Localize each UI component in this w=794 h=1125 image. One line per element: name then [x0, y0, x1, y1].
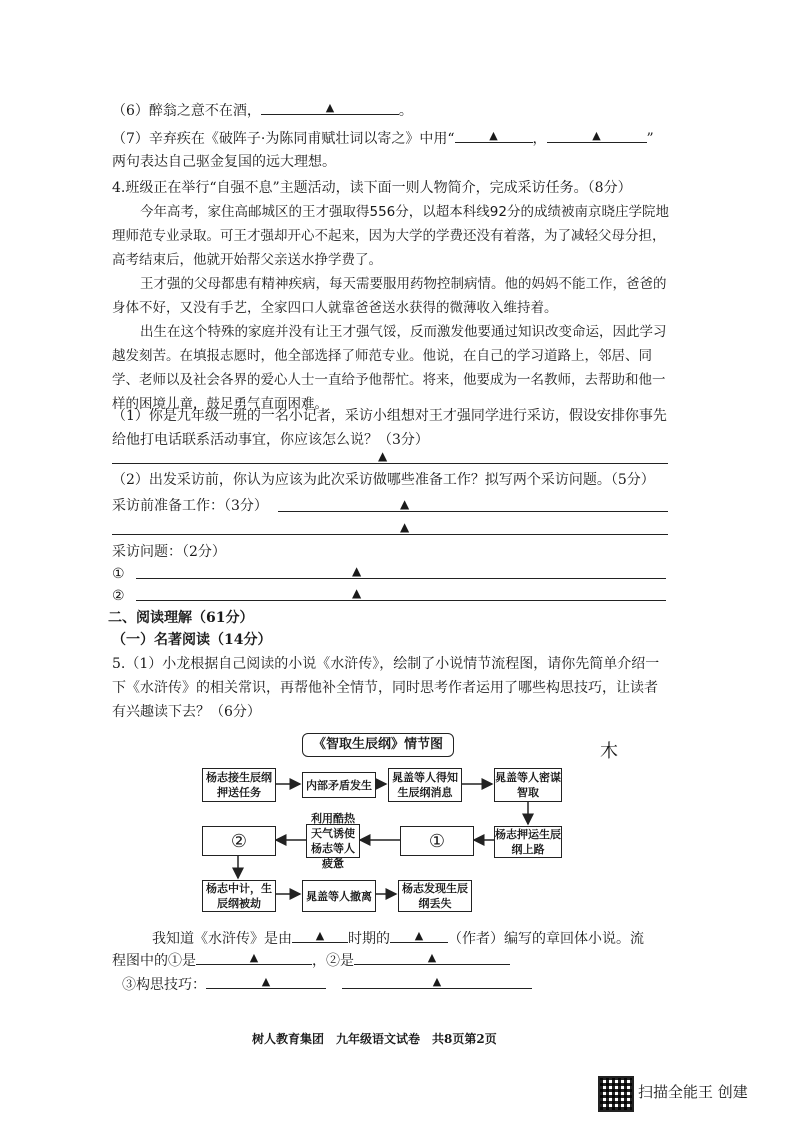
triangle-mark: ▲: [592, 129, 601, 142]
triangle-mark: ▲: [249, 951, 259, 964]
triangle-mark: ▲: [400, 497, 410, 511]
flow-box: 晁盖等人密谋智取: [494, 768, 562, 802]
triangle-mark: ▲: [400, 520, 410, 534]
q7-close: ”: [646, 131, 654, 147]
q6-text: （6）醉翁之意不在酒，: [112, 103, 261, 119]
circle-2: ②: [112, 588, 125, 604]
subsection-title: （一）名著阅读（14分）: [112, 632, 272, 648]
flow-box: 杨志押运生辰纲上路: [495, 828, 561, 856]
passage-p3: 出生在这个特殊的家庭并没有让王才强气馁，反而激发他要通过知识改变命运，因此学习越发刻苦。在填报志愿时，他全部选择了师范专业。他说，在自己的学习道路上，邻居、同学、老师以及社会各界的爱心人士一直给予他帮忙。将来，他要成为一名教师，去帮助和他一样的困境儿童，鼓足勇气直面困难。: [112, 324, 667, 412]
flow-box-blank-2[interactable]: ②: [202, 826, 276, 856]
triangle-mark: ▲: [261, 975, 271, 988]
triangle-mark: ▲: [352, 564, 362, 578]
prep-label: 采访前准备工作：（3分）: [112, 498, 268, 514]
page-footer: 树人教育集团 九年级语文试卷 共8页第2页: [252, 1032, 497, 1046]
know-c: （作者）编写的章回体小说。流: [448, 931, 644, 947]
flow-answer-line: [112, 950, 510, 971]
answer-blank[interactable]: [354, 950, 510, 965]
q4-title: 4.班级正在举行“自强不息”主题活动，读下面一则人物简介，完成采访任务。（8分）: [112, 180, 632, 196]
q5: 5.（1）小龙根据自己阅读的小说《水浒传》，绘制了小说情节流程图，请你先简单介绍一下《水浒传》的相关常识，再帮他补全情节，同时思考作者运用了哪些构思技巧，让读者有兴趣读下去？（6分）: [112, 656, 660, 720]
flow-box-blank-1[interactable]: ①: [400, 826, 474, 856]
q4-2: （2）出发采访前，你认为应该为此次采访做哪些准备工作？拟写两个采访问题。（5分）: [112, 472, 655, 488]
answer-blank[interactable]: [292, 928, 348, 943]
q7-line2: 两句表达自己驱金复国的远大理想。: [112, 154, 336, 170]
triangle-mark: ▲: [489, 129, 498, 142]
circle-1: ①: [112, 566, 125, 582]
flow-box: 杨志接生辰纲押送任务: [202, 768, 276, 802]
triangle-mark: ▲: [325, 101, 335, 114]
answer-blank[interactable]: [390, 928, 448, 943]
questions-label: 采访问题：（2分）: [112, 544, 226, 560]
flow-box: 内部矛盾发生: [302, 772, 376, 798]
triangle-mark: ▲: [414, 929, 424, 942]
passage-p2: 王才强的父母都患有精神疾病，每天需要服用药物控制病情。他的妈妈不能工作，爸爸的身体不好，又没有手艺，全家四口人就靠爸爸送水获得的微薄收入维持着。: [112, 276, 667, 316]
knowledge-line: [152, 928, 644, 949]
triangle-mark: ▲: [427, 951, 437, 964]
q4-1: （1）你是九年级一班的一名小记者，采访小组想对王才强同学进行采访，假设安排你事先给他打电话联系活动事宜，你应该怎么说？（3分）: [112, 408, 667, 448]
know-a: 我知道《水浒传》是由: [152, 931, 292, 947]
answer-blank[interactable]: [196, 950, 312, 965]
passage-p1: 今年高考，家住高邮城区的王才强取得556分，以超本科线92分的成绩被南京晓庄学院地理师范专业录取。可王才强却开心不起来，因为大学的学费还没有着落，为了减轻父母分担，高考结束后，他就开始帮父亲送水挣学费了。: [112, 204, 669, 268]
q7-comma: ，: [532, 131, 547, 147]
triangle-mark: ▲: [352, 586, 362, 600]
qr-code-icon: [598, 1076, 634, 1112]
triangle-mark: ▲: [315, 929, 325, 942]
q6-end: 。: [398, 103, 413, 119]
scanner-watermark: 扫描全能王 创建: [638, 1083, 748, 1101]
flow-title: 《智取生辰纲》情节图: [302, 733, 454, 757]
answer-blank[interactable]: [342, 974, 532, 989]
q7-prefix: （7）辛弃疾在《破阵子·为陈同甫赋壮词以寄之》中用“: [112, 131, 455, 147]
flow-box: 利用酷热天气诱使杨志等人疲惫: [306, 824, 360, 858]
answer-blank[interactable]: [206, 974, 326, 989]
triangle-mark: ▲: [378, 449, 388, 463]
handwritten-mark: 木: [600, 741, 618, 762]
skill-line: [122, 974, 532, 995]
flow-box: 杨志发现生辰纲丢失: [398, 880, 472, 912]
flow-box: 晁盖等人得知生辰纲消息: [388, 768, 462, 802]
section-title: 二、阅读理解（61分）: [108, 610, 254, 626]
flow-box: 晁盖等人撤离: [302, 880, 376, 912]
skill-label: ③构思技巧：: [122, 977, 206, 993]
triangle-mark: ▲: [432, 975, 442, 988]
know-b: 时期的: [348, 931, 390, 947]
flow-line-b: ，②是: [312, 953, 354, 969]
flow-line-a: 程图中的①是: [112, 953, 196, 969]
flow-box: 杨志中计，生辰纲被劫: [202, 880, 276, 912]
